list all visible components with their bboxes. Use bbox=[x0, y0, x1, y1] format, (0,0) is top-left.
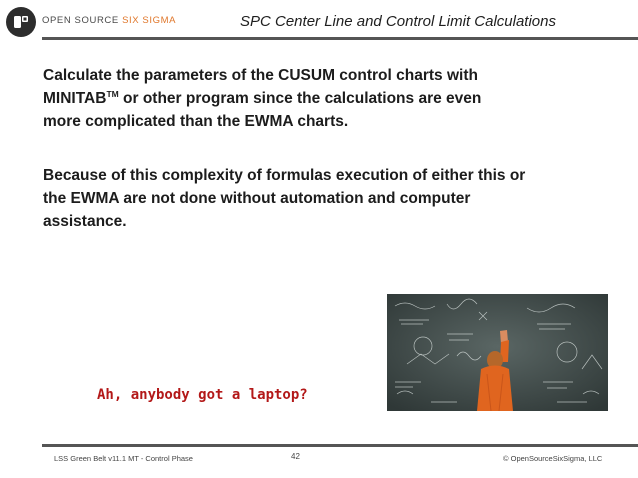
laptop-caption: Ah, anybody got a laptop? bbox=[97, 387, 308, 403]
chalkboard-photo-icon bbox=[387, 294, 608, 411]
paragraph-line: Calculate the parameters of the CUSUM control charts with bbox=[43, 67, 478, 84]
paragraph-cusum bbox=[43, 64, 603, 133]
footer-divider bbox=[42, 444, 638, 447]
brand-primary: OPEN SOURCE bbox=[42, 15, 119, 26]
brand-name bbox=[42, 15, 176, 26]
paragraph-line: assistance. bbox=[43, 213, 127, 230]
page-number: 42 bbox=[291, 452, 300, 461]
paragraph-complexity bbox=[43, 164, 603, 233]
paragraph-line: the EWMA are not done without automation and computer bbox=[43, 190, 471, 207]
paragraph-text: or other program since the calculations are even bbox=[118, 90, 482, 107]
minitab-text: MINITAB bbox=[43, 90, 107, 107]
paragraph-line: more complicated than the EWMA charts. bbox=[43, 113, 349, 130]
footer-copyright: © OpenSourceSixSigma, LLC bbox=[503, 454, 603, 463]
brand-accent: SIX SIGMA bbox=[122, 15, 177, 26]
header-divider bbox=[42, 37, 638, 40]
footer-course: LSS Green Belt v11.1 MT - Control Phase bbox=[54, 454, 193, 463]
paragraph-line: Because of this complexity of formulas execution of either this or bbox=[43, 167, 526, 184]
trademark-superscript: TM bbox=[106, 88, 119, 99]
open-source-six-sigma-logo-icon bbox=[6, 7, 36, 37]
paragraph-line bbox=[43, 87, 603, 110]
slide-title: SPC Center Line and Control Limit Calculations bbox=[240, 13, 556, 30]
